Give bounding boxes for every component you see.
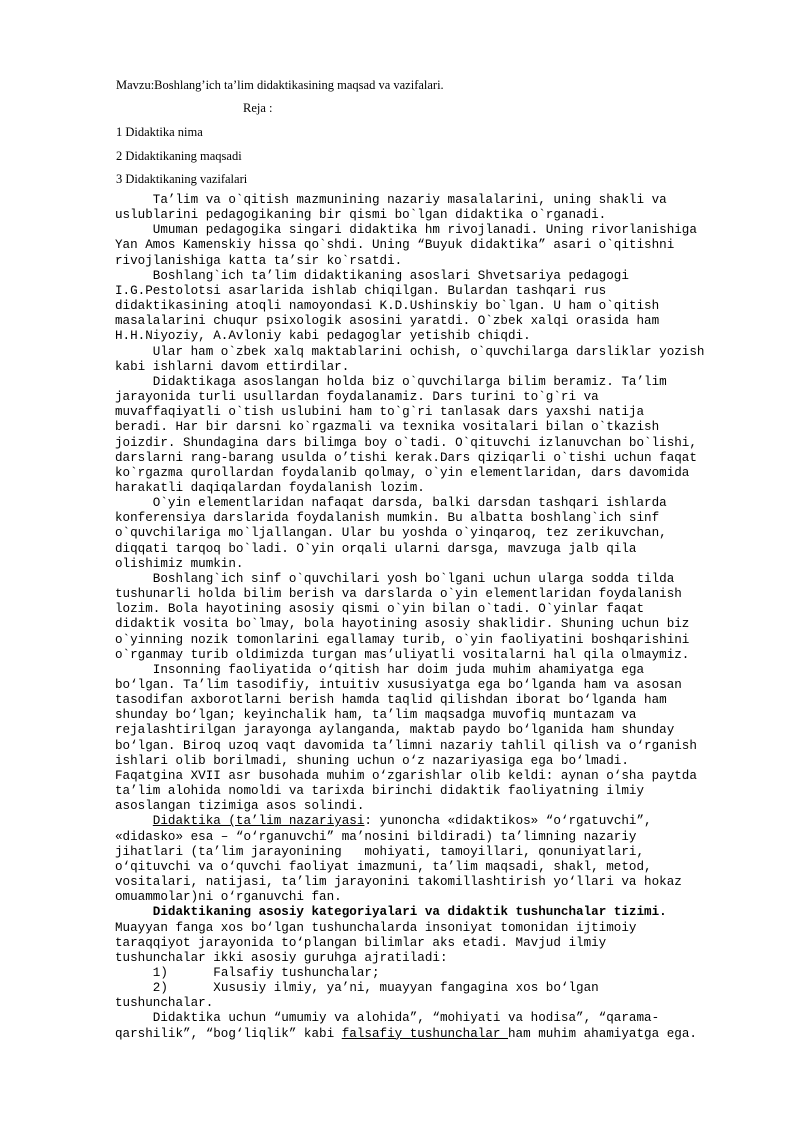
body-text [115, 193, 704, 1042]
text-line: beradi. Har bir darsni ko`rgazmali va texnika vositalari bilan o`tkazish [115, 420, 660, 435]
text-line: o`yinning nozik tomonlarini egallamay turib, o`yin faoliyatini boshqarishini [115, 632, 690, 647]
section-heading: Didaktikaning asosiy kategoriyalari va didaktik tushunchalar tizimi. [152, 905, 667, 920]
text-line: kabi ishlarni davom ettirdilar. [115, 359, 350, 374]
text-line: bo‘lgan. Biroq uzoq vaqt davomida ta’limni nazariy tahlil qilish va o‘rganish [115, 738, 697, 753]
last-line-1: Didaktika uchun “umumiy va alohida”, “mohiyati va hodisa”, “qarama- [115, 1011, 660, 1026]
text-line: jarayonida turli usullardan foydalanamiz. Dars turini to`g`ri va [115, 390, 599, 405]
list-item [115, 966, 704, 981]
definition-first-line [115, 814, 704, 829]
plan-label: Reja : [243, 101, 273, 115]
plan-item-1: 1 Didaktika nima [116, 125, 203, 139]
text-line: masalalarini chuqur psixologik asosini yaratdi. O`zbek xalqi orasida ham [115, 314, 660, 329]
text-line: didaktikasining atoqli namoyondasi K.D.Ushinskiy bo`lgan. U ham o`qitish [115, 299, 660, 314]
text-line: rivojlanishiga katta ta’sir ko`rsatdi. [115, 253, 403, 268]
text-line: o‘qituvchi va o‘quvchi faoliyat imazmuni, ta’lim maqsadi, shakl, metod, [115, 859, 652, 874]
list-text: Falsafiy tushunchalar; [213, 965, 380, 980]
text-line: tushunchalar ikki asosiy guruhga ajratiladi: [115, 950, 448, 965]
text-line: I.G.Pestolotsi asarlarida ishlab chiqilgan. Bulardan tashqari rus [115, 283, 607, 298]
text-line: diqqati tarqoq bo`ladi. O`yin orqali ularni darsga, mavzuga jalb qila [115, 541, 637, 556]
text-line: «didasko» esa – “o‘rganuvchi” ma’nosini bildiradi) ta’limning nazariy [115, 829, 637, 844]
text-line: ishlari olib borilmadi, shuning uchun o‘z nazariyasiga ega bo‘lmadi. [115, 753, 629, 768]
text-line: tasodifan axborotlarni berish hamda taqlid qilishdan iborat bo‘lganda ham [115, 693, 667, 708]
text-line: Didaktikaga asoslangan holda biz o`quvchilarga bilim beramiz. Ta’lim [115, 374, 667, 389]
definition-rest: : yunoncha «didaktikos» “o‘rgatuvchi”, [364, 814, 652, 829]
text-line: H.H.Niyoziy, A.Avloniy kabi pedagoglar yetishib chiqdi. [115, 329, 531, 344]
text-line: harakatli daqiqalardan foydalanish lozim. [115, 480, 425, 495]
definition-term: Didaktika (ta’lim nazariyasi [152, 814, 365, 829]
text-line: o`rganmay turib oldimizda turgan mas’uliyatli vositalarni hal qila olmaymiz. [115, 647, 690, 662]
after-heading-lines [115, 921, 704, 966]
body-paragraphs [115, 193, 704, 814]
text-line: O`yin elementlaridan nafaqat darsda, balki darsdan tashqari ishlarda [115, 496, 667, 511]
text-line: tushunarli holda bilim berish va darslarda o`yin elementlaridan foydalanish [115, 587, 682, 602]
text-line: Insonning faoliyatida o‘qitish har doim juda muhim ahamiyatga ega [115, 662, 645, 677]
text-line: Muayyan fanga xos bo‘lgan tushunchalarda insoniyat tomonidan ijtimoiy [115, 920, 637, 935]
text-line: Umuman pedagogika singari didaktika hm rivojlanadi. Uning rivorlanishiga [115, 223, 697, 238]
text-line: Boshlang`ich ta’lim didaktikaning asoslari Shvetsariya pedagogi [115, 268, 629, 283]
list-number: 1) [152, 965, 168, 980]
text-line: vositalari, natijasi, ta’lim jarayonini takomillashtirish yo‘llari va hokaz [115, 875, 682, 890]
text-line: asoslangan tizimiga asos solindi. [115, 799, 365, 814]
text-line: shunday bo‘lgan; keyinchalik ham, ta’lim maqsadga muvofiq muntazam va [115, 708, 637, 723]
text-line: uslublarini pedagogikaning bir qismi bo`lgan didaktika o`rganadi. [115, 208, 607, 223]
text-line: Faqatgina XVII asr busohada muhim o‘zgarishlar olib keldi: aynan o‘sha paytda [115, 768, 697, 783]
text-line: jihatlari (ta’lim jarayonining mohiyati, tamoyillari, qonuniyatlari, [115, 844, 645, 859]
text-line: lozim. Bola hayotining asosiy qismi o`yin bilan o`tadi. O`yinlar faqat [115, 602, 645, 617]
text-line: o`quvchilariga mo`ljallangan. Ular bu yoshda o`yinqaroq, tez zerikuvchan, [115, 526, 667, 541]
text-line: bo‘lgan. Ta’lim tasodifiy, intuitiv xususiyatga ega bo‘lganda ham va asosan [115, 678, 682, 692]
text-line: didaktik vosita bo`lmay, bola hayotining asosiy shaklidir. Shuning uchun biz [115, 617, 690, 632]
text-line: olishimiz mumkin. [115, 556, 244, 571]
text-line: muvaffaqiyatli o`tish uslubini ham to`g`ri tanlasak dars yaxshi natija [115, 405, 645, 420]
text-line: ko`rgazma qurollardan foydalanib qolmay, o`yin elementlaridan, dars davomida [115, 465, 690, 480]
last-line-2: qarshilik”, “bog‘liqlik” kabi falsafiy tushunchalar ham muhim ahamiyatga ega. [115, 1026, 697, 1041]
plan-item-2: 2 Didaktikaning maqsadi [116, 149, 242, 163]
list-number: 2) [152, 981, 168, 996]
text-line: taraqqiyot jarayonida to‘plangan bilimlar aks etadi. Mavjud ilmiy [115, 935, 607, 950]
list-item [115, 981, 704, 996]
definition-lines [115, 830, 704, 906]
text-line: Ular ham o`zbek xalq maktablarini ochish, o`quvchilarga darsliklar yozish [115, 344, 705, 359]
topic-line: Mavzu:Boshlang’ich ta’lim didaktikasining maqsad va vazifalari. [116, 78, 444, 92]
list-continuation: tushunchalar. [115, 996, 214, 1011]
text-line: rejalashtirilgan jarayonga aylanganda, maktab paydo bo‘lganida ham shunday [115, 723, 675, 738]
text-line: Boshlang`ich sinf o`quvchilari yosh bo`lgani uchun ularga sodda tilda [115, 571, 675, 586]
list-text: Xususiy ilmiy, ya’ni, muayyan fangagina xos bo‘lgan [213, 981, 599, 996]
text-line: joizdir. Shundagina dars bilimga boy o`tadi. O`qituvchi izlanuvchan bo`lishi, [115, 435, 697, 450]
text-line: omuammolar)ni o‘rganuvchi fan. [115, 890, 342, 905]
text-line: ta’lim alohida nomoldi va tarixda birinchi didaktik faoliyatning ilmiy [115, 784, 645, 799]
falsafiy-term: falsafiy tushunchalar [341, 1026, 508, 1041]
text-line: konferensiya darslarida foydalanish mumkin. Bu albatta boshlang`ich sinf [115, 511, 660, 526]
text-line: Ta’lim va o`qitish mazmunining nazariy masalalarini, uning shakli va [115, 193, 667, 207]
text-line: darslarni rang-barang usulda o’tishi kerak.Dars qiziqarli o`tishi uchun faqat [115, 450, 697, 465]
plan-item-3: 3 Didaktikaning vazifalari [116, 172, 248, 186]
text-line: Yan Amos Kamenskiy hissa qo`shdi. Uning “Buyuk didaktika” asari o`qitishni [115, 238, 675, 253]
